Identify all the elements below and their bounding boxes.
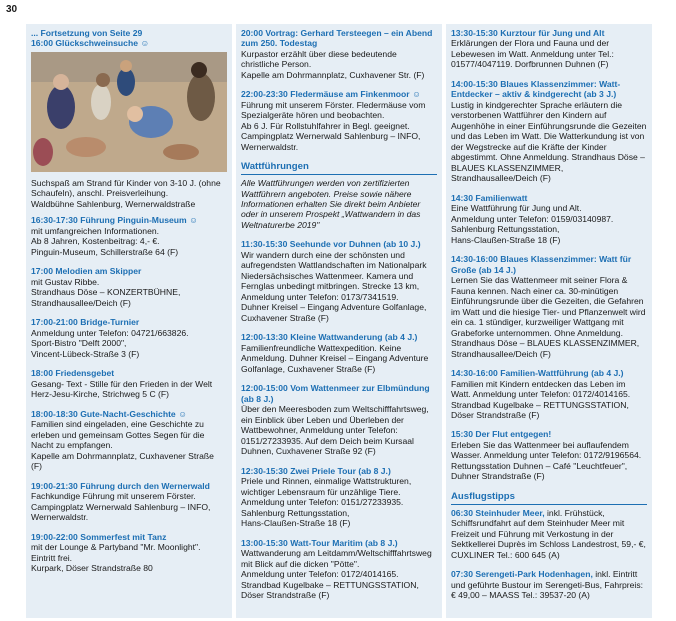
trip-entry	[451, 508, 647, 560]
column-right	[446, 24, 652, 618]
trip-details: inkl. Frühstück, Schiffsrundfahrt auf dem Steinhuder Meer mit Freizeit und Führung mit Verkostung in der Sektkellerei Duprès im Schloss Landestrost, 59,- €, CUXLINER Tel.: 600 645 (A)	[451, 507, 646, 560]
event-details: Erleben Sie das Wattenmeer bei auflaufendem Wasser. Anmeldung unter Telefon: 0172/9196564. Rettungsstation Duhnen – Café "Leuchtfeuer", Duhner Strandstraße (F)	[451, 439, 642, 482]
page-number: 30	[6, 4, 18, 15]
event-title: 13:30-15:30 Kurztour für Jung und Alt	[451, 28, 605, 38]
event-entry	[31, 481, 227, 523]
event-details: Anmeldung unter Telefon: 04721/663826. Sport-Bistro "Delft 2000", Vincent-Lübeck-Straße 3 (F)	[31, 327, 189, 359]
event-title: 19:00-21:30 Führung durch den Wernerwald	[31, 480, 210, 491]
event-details: Wattwanderung am Leitdamm/Weltschifffahrtsweg mit Blick auf die dicken "Pötte". Anmeldung unter Telefon: 0172/4014165. Strandbad Kugelbake – RETTUNGSSTATION, Döser Strandstraße (F)	[241, 548, 432, 600]
event-entry	[31, 368, 227, 399]
column-left	[26, 24, 232, 618]
event-title: 14:30-16:00 Blaues Klassenzimmer: Watt für Große (ab 14 J.)	[451, 254, 632, 275]
event-entry	[241, 239, 437, 323]
event-details: Priele und Rinnen, einmalige Wattstrukturen, wichtiger Lebensraum für unzählige Tiere. Anmeldung unter Telefon: 0151/27233935. Sahlenburg Rettungsstation, Hans-Claußen-Straße 18 (F)	[241, 476, 412, 529]
event-details: Gesang- Text - Stille für den Frieden in der Welt Herz-Jesu-Kirche, Strichweg 5 C (F)	[31, 378, 213, 400]
event-title: 14:30 Familienwatt	[451, 192, 528, 203]
event-entry	[31, 409, 227, 472]
event-details: Fachkundige Führung mit unserem Förster. Campingplatz Wernerwald Sahlenburg – INFO, Wernerwaldstr.	[31, 491, 211, 523]
event-title: 20:00 Vortrag: Gerhard Tersteegen – ein Abend zum 250. Todestag	[241, 28, 433, 49]
trip-title: 06:30 Steinhuder Meer,	[451, 507, 545, 518]
event-title: 19:00-22:00 Sommerfest mit Tanz	[31, 531, 167, 542]
event-entry	[241, 89, 437, 152]
event-title: 14:30-16:00 Familien-Wattführung (ab 4 J.)	[451, 368, 624, 379]
event-details: Wir wandern durch eine der schönsten und aufregendsten Wattlandschaften im Nationalpark Niedersächsisches Wattenmeer. Kamera und Fernglas unbedingt mitbringen. Strecke 13 km, Anmeldung unter Telefon: 0173/7341519. Duhner Kreisel – Eingang Adventure Golfanlage, Cuxhavener Straße (F)	[241, 249, 427, 323]
event-entry	[451, 254, 647, 359]
event-entry	[31, 38, 227, 209]
event-details: Lustig in kindgerechter Sprache erläutern die verstorbenen Wattführer den Kindern auf Augenhöhe in einer Einführungsrunde die Gezeiten und das Leben im Watt. Die Watterkundung ist von der Wegstrecke auf die Kräfte der Kinder abgestimmt. Ohne Anmeldung. Strandhaus Döse – BLAUES KLASSENZIMMER, Strandhausallee/Deich (F)	[451, 99, 647, 184]
event-details: Über den Meeresboden zum Weltschifffahrtsweg, ein Einblick über Leben und Überleben der Wattbewohner, Anmeldung unter Telefon: 0151/27233935. Auf dem Deich beim Kursaal Duhnen, Cuxhavener Straße 92 (F)	[241, 404, 429, 457]
event-details: Familienfreundliche Wattexpedition. Keine Anmeldung. Duhner Kreisel – Eingang Adventure Golfanlage, Cuxhavener Straße (F)	[241, 342, 429, 374]
event-title: 22:00-23:30 Fledermäuse am Finkenmoor ☺	[241, 89, 421, 100]
event-title: 12:00-13:30 Kleine Wattwanderung (ab 4 J.)	[241, 332, 418, 343]
event-entry	[451, 368, 647, 420]
event-details: Erklärungen der Flora und Fauna und der Lebewesen im Watt. Anmeldung unter Tel.: 01577/4047119. Dorfbrunnen Duhnen (F)	[451, 38, 614, 70]
event-entry	[31, 266, 227, 308]
trip-entry	[451, 569, 647, 600]
event-details: Führung mit unserem Förster. Fledermäuse vom Spezialgeräte hören und beobachten. Ab 6 J. Für Rollstuhlfahrer in Begl. geeignet. Campingplatz Wernerwald Sahlenburg – INFO, Wernerwaldstr.	[241, 99, 426, 152]
event-entry	[451, 429, 647, 481]
event-entry	[241, 538, 437, 601]
event-details: Familien mit Kindern entdecken das Leben im Watt. Anmeldung unter Telefon: 0172/4014165. Strandbad Kugelbake – RETTUNGSSTATION, Döser Strandstraße (F)	[451, 378, 631, 420]
event-title: 18:00-18:30 Gute-Nacht-Geschichte ☺	[31, 408, 187, 419]
event-entry	[241, 466, 437, 529]
event-title: 17:00 Melodien am Skipper	[31, 266, 142, 277]
event-entry	[451, 79, 647, 184]
event-details: Kurpastor erzählt über diese bedeutende christliche Person. Kapelle am Dohrmannplatz, Cuxhavener Str. (F)	[241, 48, 425, 80]
event-title: 11:30-15:30 Seehunde vor Duhnen (ab 10 J.)	[241, 239, 421, 250]
event-title: 13:00-15:30 Watt-Tour Maritim (ab 8 J.)	[241, 537, 398, 548]
event-details: Eine Wattführung für Jung und Alt. Anmeldung unter Telefon: 0159/03140987. Sahlenburg Rettungsstation, Hans-Claußen-Straße 18 (F)	[451, 203, 614, 245]
event-title: 12:30-15:30 Zwei Priele Tour (ab 8 J.)	[241, 465, 391, 476]
event-entry	[451, 193, 647, 245]
event-details: Familien sind eingeladen, eine Geschichte zu erleben und gemeinsam Gottes Segen für die Nacht zu empfangen. Kapelle am Dohrmannplatz, Cuxhavener Straße (F)	[31, 419, 214, 472]
event-entry	[451, 28, 647, 70]
trip-details: inkl. Eintritt und geführte Bustour im Serengeti-Bus, Fahrpreis: € 49,00 – MAASS Tel.: 39537-20 (A)	[451, 569, 644, 600]
event-details: mit Gustav Ribbe. Strandhaus Döse – KONZERTBÜHNE, Strandhausallee/Deich (F)	[31, 276, 181, 308]
event-details: Suchspaß am Strand für Kinder von 3-10 J. (ohne Schaufeln), anschl. Preisverleihung. Waldbühne Sahlenburg, Wernerwaldstraße	[31, 177, 221, 209]
event-title: 17:00-21:00 Bridge-Turnier	[31, 317, 140, 328]
event-title: 16:00 Glückschweinsuche ☺	[31, 38, 150, 49]
event-details: mit der Lounge & Partyband "Mr. Moonlight". Eintritt frei. Kurpark, Döser Strandstraße 80	[31, 542, 201, 573]
section-intro: Alle Wattführungen werden von zertifizierten Wattführern angeboten. Preise sowie nähere Informationen erhalten Sie direkt beim Anbieter oder in unserem Prospekt „Wattwandern in das Weltnaturerbe 2019"	[241, 178, 421, 230]
event-entry	[31, 317, 227, 359]
continuation-note: ... Fortsetzung von Seite 29	[31, 28, 143, 38]
event-title: 18:00 Friedensgebet	[31, 368, 115, 379]
event-entry	[31, 532, 227, 574]
event-entry	[31, 215, 227, 257]
event-title: 15:30 Der Flut entgegen!	[451, 429, 552, 440]
event-title: 12:00-15:00 Vom Wattenmeer zur Elbmündung (ab 8 J.)	[241, 383, 430, 404]
trip-title: 07:30 Serengeti-Park Hodenhagen,	[451, 569, 593, 580]
event-title: 16:30-17:30 Führung Pinguin-Museum ☺	[31, 215, 198, 226]
section-heading-ausflugstipps: Ausflugstipps	[451, 491, 647, 505]
event-entry	[241, 383, 437, 456]
event-title: 14:00-15:30 Blaues Klassenzimmer: Watt-Entdecker – aktiv & kindgerecht (ab 3 J.)	[451, 78, 621, 100]
event-details: mit umfangreichen Informationen. Ab 8 Jahren, Kostenbeitrag: 4,- €. Pinguin-Museum, Schillerstraße 64 (F)	[31, 225, 179, 257]
event-entry	[241, 332, 437, 374]
section-heading-wattfuehrungen: Wattführungen	[241, 161, 437, 175]
event-details: Lernen Sie das Wattenmeer mit seiner Flora & Fauna kennen. Nach einer ca. 30-minütigen Einführungsrunde über die Gezeiten, die Gefahren im Watt und die hiesige Tier- und Pflanzenwelt wird ein ca. 1 stündiger, kurzweiliger Wattgang mit Grabeforke unternommen. Ohne Anmeldung. Strandhaus Döse – BLAUES KLASSENZIMMER, Strandhausallee/Deich (F)	[451, 275, 646, 359]
column-middle	[236, 24, 442, 618]
beach-photo	[31, 52, 227, 172]
event-entry	[241, 28, 437, 80]
